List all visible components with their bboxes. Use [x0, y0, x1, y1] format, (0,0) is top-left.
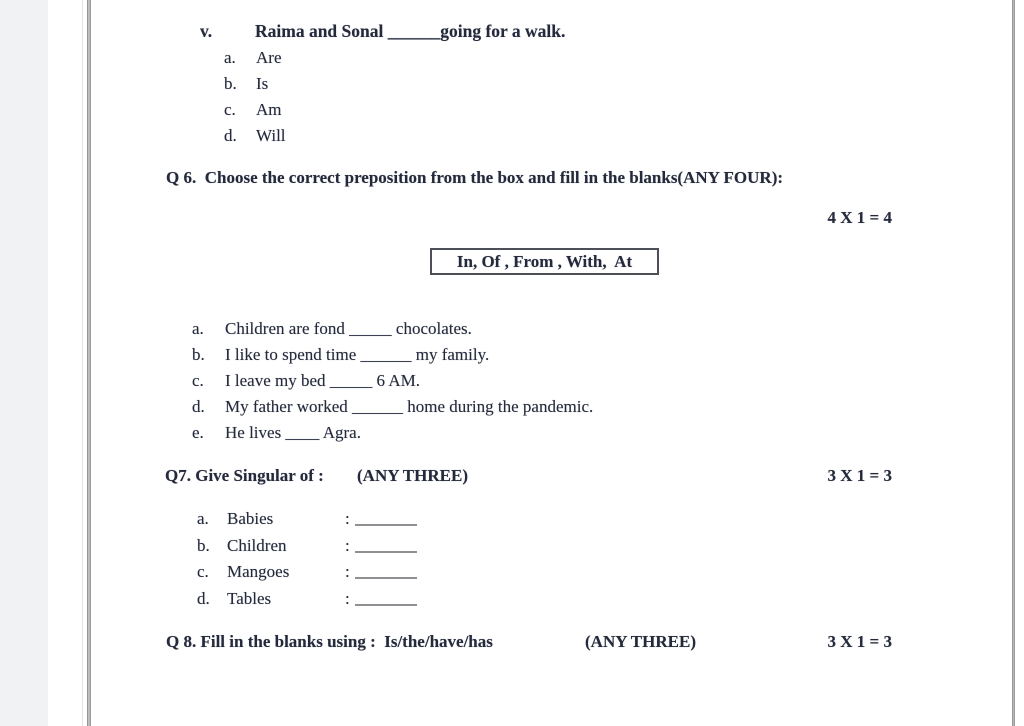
q7-title: Q7. Give Singular of : — [165, 466, 324, 485]
q7-item — [197, 588, 417, 610]
question-v-text: Raima and Sonal ______going for a walk. — [255, 21, 566, 41]
option-text: Are — [256, 48, 282, 67]
q6-item-text: I like to spend time ______ my family. — [225, 345, 490, 364]
q8-subtitle: (ANY THREE) — [585, 632, 696, 651]
option-letter: a. — [224, 48, 236, 67]
q7-item-letter: b. — [197, 536, 210, 555]
q6-item — [192, 422, 361, 444]
option-row — [224, 125, 286, 147]
option-text: Will — [256, 126, 286, 145]
q7-item — [197, 508, 417, 530]
left-gutter — [0, 0, 48, 726]
option-text: Am — [256, 100, 282, 119]
q6-item-letter: e. — [192, 423, 204, 442]
q7-item-word: Tables — [227, 589, 272, 608]
q6-title: Q 6. Choose the correct preposition from the box and fill in the blanks(ANY FOUR): — [166, 168, 784, 187]
page-shadow-line — [82, 0, 83, 726]
option-row — [224, 99, 282, 121]
q8-title: Q 8. Fill in the blanks using : Is/the/have/has — [166, 632, 493, 651]
q7-item-colon: : — [345, 536, 350, 555]
q6-item-text: He lives ____ Agra. — [225, 423, 361, 442]
q6-item-letter: c. — [192, 371, 204, 390]
q6-item — [192, 344, 489, 366]
q6-item-letter: a. — [192, 319, 204, 338]
q7-item-blank-line — [355, 551, 417, 553]
option-letter: b. — [224, 74, 237, 93]
q6-item — [192, 370, 420, 392]
q7-item-word: Babies — [227, 509, 274, 528]
q7-item-colon: : — [345, 562, 350, 581]
q7-item-colon: : — [345, 509, 350, 528]
q6-item-letter: d. — [192, 397, 205, 416]
option-row — [224, 47, 281, 69]
q6-item-letter: b. — [192, 345, 205, 364]
q6-item — [192, 396, 593, 418]
q7-item-letter: a. — [197, 509, 209, 528]
page-left-edge — [87, 0, 91, 726]
q7-item — [197, 535, 417, 557]
q6-item — [192, 318, 472, 340]
q7-item-blank-line — [355, 577, 417, 579]
q6-item-text: Children are fond _____ chocolates. — [225, 319, 472, 338]
q7-marks: 3 X 1 = 3 — [827, 466, 892, 485]
q8-marks: 3 X 1 = 3 — [827, 632, 892, 651]
option-row — [224, 73, 268, 95]
q6-item-text: My father worked ______ home during the pandemic. — [225, 397, 594, 416]
q7-subtitle: (ANY THREE) — [357, 466, 468, 485]
option-letter: d. — [224, 126, 237, 145]
q7-item — [197, 561, 417, 583]
q6-marks: 4 X 1 = 4 — [827, 208, 892, 227]
q7-item-blank-line — [355, 604, 417, 606]
q7-item-colon: : — [345, 589, 350, 608]
q7-item-word: Mangoes — [227, 562, 290, 581]
q7-item-word: Children — [227, 536, 287, 555]
option-text: Is — [256, 74, 269, 93]
option-letter: c. — [224, 100, 236, 119]
q6-item-text: I leave my bed _____ 6 AM. — [225, 371, 420, 390]
preposition-word-box: In, Of , From , With, At — [430, 248, 659, 275]
q7-item-letter: c. — [197, 562, 209, 581]
question-v-label: v. — [200, 21, 213, 41]
q7-item-letter: d. — [197, 589, 210, 608]
q7-item-blank-line — [355, 524, 417, 526]
page-right-edge — [1012, 0, 1015, 726]
